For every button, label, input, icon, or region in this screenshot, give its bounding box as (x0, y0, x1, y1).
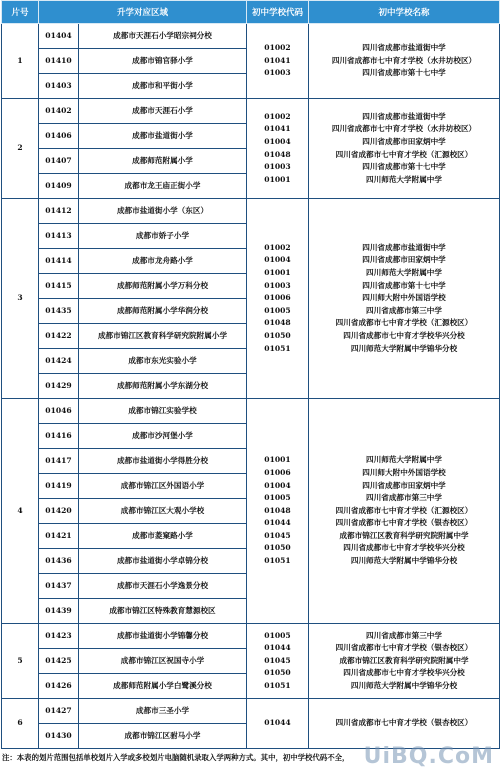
primary-school-code: 01430 (39, 724, 79, 749)
middle-school-code: 01006 (264, 467, 291, 477)
table-row (2, 624, 500, 649)
middle-school-code: 01005 (264, 630, 291, 640)
primary-school-name: 成都师范附属小学华润分校 (79, 299, 247, 324)
middle-school-name: 四川省成都市盐道街中学 (362, 43, 446, 53)
middle-school-code: 01041 (264, 55, 291, 65)
primary-school-name: 成都市天涯石小学 (79, 99, 247, 124)
primary-school-code: 01420 (39, 499, 79, 524)
middle-school-codes (247, 399, 309, 624)
middle-school-code: 01050 (264, 330, 291, 340)
header-primary-area: 升学对应区域 (39, 1, 247, 24)
primary-school-code: 01415 (39, 274, 79, 299)
primary-school-name: 成都市沙河堡小学 (79, 424, 247, 449)
primary-school-code: 01407 (39, 149, 79, 174)
primary-school-code: 01417 (39, 449, 79, 474)
middle-school-code: 01041 (264, 124, 291, 134)
middle-school-name: 四川省成都市七中育才学校（银杏校区） (335, 643, 473, 653)
primary-school-name: 成都市娇子小学 (79, 224, 247, 249)
middle-school-name: 四川师范大学附属中学锦华分校 (350, 556, 458, 566)
primary-school-code: 01425 (39, 649, 79, 674)
primary-school-code: 01435 (39, 299, 79, 324)
primary-school-name: 成都市和平街小学 (79, 74, 247, 99)
middle-school-names (309, 99, 500, 199)
primary-school-name: 成都师范附属小学东湖分校 (79, 374, 247, 399)
primary-school-name: 成都师范附属小学白鹭溪分校 (79, 674, 247, 699)
middle-school-names (309, 624, 500, 699)
primary-school-code: 01419 (39, 474, 79, 499)
middle-school-names (309, 24, 500, 99)
middle-school-code: 01050 (264, 668, 291, 678)
primary-school-code: 01413 (39, 224, 79, 249)
primary-school-name: 成都师范附属小学万科分校 (79, 274, 247, 299)
primary-school-code: 01412 (39, 199, 79, 224)
middle-school-name: 四川师范大学附属中学 (366, 174, 442, 184)
primary-school-code: 01436 (39, 549, 79, 574)
middle-school-name: 四川省成都市七中育才学校（汇源校区） (335, 149, 473, 159)
table-body (2, 24, 500, 749)
primary-school-name: 成都市盐道街小学锦馨分校 (79, 624, 247, 649)
middle-school-name: 四川省成都市七中育才学校华兴分校 (343, 330, 465, 340)
middle-school-code: 01051 (264, 343, 291, 353)
middle-school-name: 四川省成都市七中育才学校（银杏校区） (335, 518, 473, 528)
middle-school-code: 01001 (264, 455, 291, 465)
middle-school-code: 01003 (264, 280, 291, 290)
slice-number: 3 (2, 199, 39, 399)
primary-school-code: 01439 (39, 599, 79, 624)
middle-school-name: 四川省成都市七中育才学校（水井坊校区） (331, 124, 477, 134)
primary-school-code: 01437 (39, 574, 79, 599)
middle-school-name: 成都市锦江区教育科学研究院附属中学 (339, 655, 469, 665)
middle-school-name: 四川省成都市田家炳中学 (362, 136, 446, 146)
primary-school-code: 01402 (39, 99, 79, 124)
primary-school-name: 成都市盐道街小学得胜分校 (79, 449, 247, 474)
middle-school-code: 01045 (264, 530, 291, 540)
slice-number: 4 (2, 399, 39, 624)
middle-school-name: 四川师范大学附属中学锦华分校 (350, 343, 458, 353)
middle-school-code: 01044 (264, 643, 291, 653)
primary-school-name: 成都市龙王庙正街小学 (79, 174, 247, 199)
middle-school-code: 01051 (264, 680, 291, 690)
middle-school-name: 四川省成都市第三中学 (366, 493, 442, 503)
primary-school-name: 成都市盐道街小学（东区） (79, 199, 247, 224)
primary-school-code: 01427 (39, 699, 79, 724)
enrollment-table (1, 0, 500, 749)
slice-number: 2 (2, 99, 39, 199)
middle-school-name: 四川省成都市田家炳中学 (362, 480, 446, 490)
middle-school-name: 四川省成都市田家炳中学 (362, 255, 446, 265)
middle-school-name: 四川省成都市第十七中学 (362, 162, 446, 172)
middle-school-name: 四川师大附中外国语学校 (362, 467, 446, 477)
slice-number: 6 (2, 699, 39, 749)
middle-school-code: 01001 (264, 174, 291, 184)
middle-school-code: 01004 (264, 136, 291, 146)
middle-school-code: 01044 (264, 518, 291, 528)
primary-school-name: 成都市天涯石小学逸景分校 (79, 574, 247, 599)
primary-school-name: 成都师范附属小学 (79, 149, 247, 174)
primary-school-name: 成都市天涯石小学昭宗祠分校 (79, 24, 247, 49)
primary-school-name: 成都市菱窠路小学 (79, 524, 247, 549)
primary-school-name: 成都市锦江区驸马小学 (79, 724, 247, 749)
primary-school-name: 成都市盐道街小学 (79, 124, 247, 149)
middle-school-codes (247, 99, 309, 199)
primary-school-name: 成都市盐道街小学卓锦分校 (79, 549, 247, 574)
middle-school-code: 01005 (264, 493, 291, 503)
middle-school-code: 01003 (264, 68, 291, 78)
table-row (2, 399, 500, 424)
middle-school-name: 四川师范大学附属中学 (366, 268, 442, 278)
primary-school-code: 01046 (39, 399, 79, 424)
header-slice-number: 片号 (2, 1, 39, 24)
middle-school-code: 01044 (264, 718, 291, 728)
table-row (2, 699, 500, 724)
primary-school-name: 成都市三圣小学 (79, 699, 247, 724)
watermark: UiBQ.CoM (363, 744, 494, 769)
middle-school-names (309, 199, 500, 399)
middle-school-codes (247, 699, 309, 749)
middle-school-code: 01048 (264, 505, 291, 515)
middle-school-code: 01004 (264, 480, 291, 490)
middle-school-names (309, 399, 500, 624)
primary-school-name: 成都市锦江区教育科学研究院附属小学 (79, 324, 247, 349)
middle-school-code: 01048 (264, 318, 291, 328)
slice-number: 1 (2, 24, 39, 99)
primary-school-name: 成都市锦江实验学校 (79, 399, 247, 424)
primary-school-code: 01414 (39, 249, 79, 274)
middle-school-name: 四川省成都市第三中学 (366, 630, 442, 640)
header-middle-name: 初中学校名称 (309, 1, 500, 24)
primary-school-code: 01429 (39, 374, 79, 399)
middle-school-code: 01002 (264, 242, 291, 252)
table-row (2, 99, 500, 124)
middle-school-code: 01045 (264, 655, 291, 665)
primary-school-code: 01421 (39, 524, 79, 549)
middle-school-name: 成都市锦江区教育科学研究院附属中学 (339, 530, 469, 540)
middle-school-codes (247, 624, 309, 699)
middle-school-name: 四川省成都市七中育才学校华兴分校 (343, 543, 465, 553)
middle-school-code: 01004 (264, 255, 291, 265)
middle-school-codes (247, 24, 309, 99)
middle-school-name: 四川师大附中外国语学校 (362, 293, 446, 303)
middle-school-code: 01048 (264, 149, 291, 159)
primary-school-code: 01423 (39, 624, 79, 649)
middle-school-name: 四川省成都市七中育才学校（汇源校区） (335, 505, 473, 515)
middle-school-code: 01002 (264, 111, 291, 121)
primary-school-name: 成都市东光实验小学 (79, 349, 247, 374)
middle-school-name: 四川省成都市盐道街中学 (362, 242, 446, 252)
middle-school-name: 四川省成都市第三中学 (366, 305, 442, 315)
middle-school-name: 四川师范大学附属中学 (366, 455, 442, 465)
primary-school-code: 01409 (39, 174, 79, 199)
middle-school-name: 四川省成都市盐道街中学 (362, 111, 446, 121)
middle-school-name: 四川师范大学附属中学锦华分校 (350, 680, 458, 690)
footnote: 注：本表的划片范围包括单校划片入学或多校划片电脑随机录取入学两种方式。其中，初中学校代码不全， (2, 753, 350, 762)
middle-school-code: 01006 (264, 293, 291, 303)
middle-school-names (309, 699, 500, 749)
header-middle-code: 初中学校代码 (247, 1, 309, 24)
middle-school-code: 01050 (264, 543, 291, 553)
primary-school-name: 成都市锦江区外国语小学 (79, 474, 247, 499)
middle-school-codes (247, 199, 309, 399)
middle-school-name: 四川省成都市七中育才学校（汇源校区） (335, 318, 473, 328)
middle-school-code: 01003 (264, 162, 291, 172)
primary-school-name: 成都市龙舟路小学 (79, 249, 247, 274)
primary-school-code: 01416 (39, 424, 79, 449)
primary-school-code: 01403 (39, 74, 79, 99)
primary-school-code: 01424 (39, 349, 79, 374)
primary-school-code: 01422 (39, 324, 79, 349)
middle-school-code: 01001 (264, 268, 291, 278)
table-row (2, 24, 500, 49)
middle-school-code: 01002 (264, 43, 291, 53)
middle-school-name: 四川省成都市七中育才学校华兴分校 (343, 668, 465, 678)
slice-number: 5 (2, 624, 39, 699)
middle-school-code: 01051 (264, 556, 291, 566)
primary-school-name: 成都市锦江区大观小学校 (79, 499, 247, 524)
primary-school-name: 成都市锦江区特殊教育慧源校区 (79, 599, 247, 624)
primary-school-code: 01410 (39, 49, 79, 74)
middle-school-name: 四川省成都市七中育才学校（银杏校区） (335, 718, 473, 728)
middle-school-name: 四川省成都市第十七中学 (362, 68, 446, 78)
primary-school-code: 01406 (39, 124, 79, 149)
middle-school-code: 01005 (264, 305, 291, 315)
primary-school-code: 01426 (39, 674, 79, 699)
primary-school-code: 01404 (39, 24, 79, 49)
middle-school-name: 四川省成都市七中育才学校（水井坊校区） (331, 55, 477, 65)
primary-school-name: 成都市锦官驿小学 (79, 49, 247, 74)
middle-school-name: 四川省成都市第十七中学 (362, 280, 446, 290)
table-header-row (2, 1, 500, 24)
table-row (2, 199, 500, 224)
primary-school-name: 成都市锦江区祝国寺小学 (79, 649, 247, 674)
